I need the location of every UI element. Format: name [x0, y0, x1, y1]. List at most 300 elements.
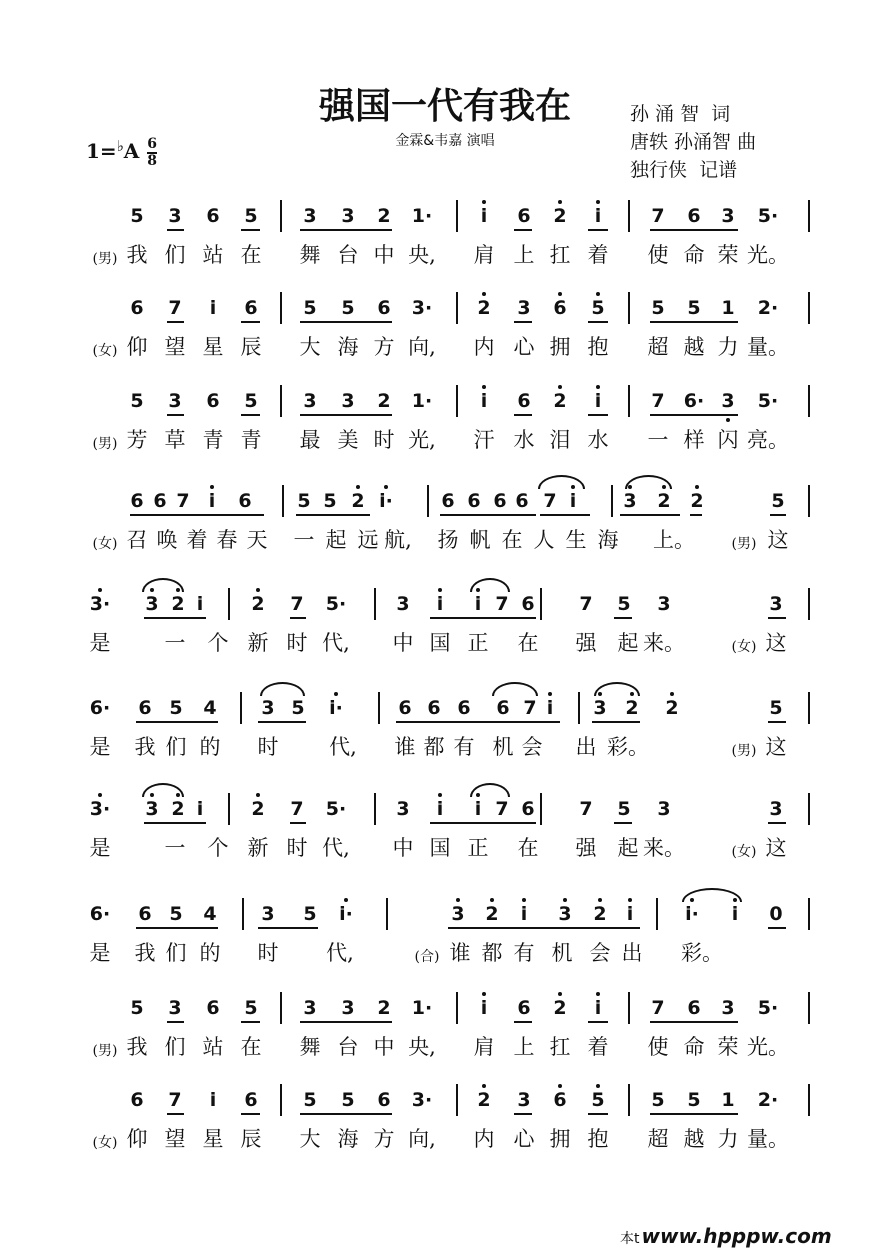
lyric-syllable: 们 [165, 735, 187, 759]
slur-arc [470, 783, 510, 797]
beam-underline [136, 927, 218, 929]
lyric-syllable: 望 [164, 335, 186, 359]
jianpu-note: 7 [523, 697, 537, 719]
jianpu-note: 5 [297, 490, 311, 512]
jianpu-note: i [474, 798, 482, 820]
beam-underline [241, 414, 260, 416]
jianpu-note: 7 [651, 997, 665, 1019]
octave-dot-above [456, 898, 460, 902]
jianpu-note: 5· [325, 593, 347, 615]
jianpu-note: 2 [477, 1089, 491, 1111]
jianpu-note: 6 [377, 1089, 391, 1111]
jianpu-note: 3· [89, 798, 111, 820]
lyric-syllable: (女) [92, 1135, 118, 1151]
transcriber-credit: 独行侠 记谱 [630, 159, 738, 181]
jianpu-note: 2 [553, 390, 567, 412]
lyric-syllable: 水 [587, 428, 609, 452]
barline [656, 898, 658, 930]
barline [808, 992, 810, 1024]
octave-dot-above [438, 793, 442, 797]
jianpu-note: i [594, 205, 602, 227]
lyric-syllable: 超 [647, 1127, 669, 1151]
lyric-syllable: 中 [392, 836, 414, 860]
jianpu-note: 3 [396, 593, 410, 615]
lyric-syllable: 力 [717, 335, 739, 359]
lyric-syllable: 站 [202, 243, 224, 267]
lyric-syllable: (女) [92, 343, 118, 359]
jianpu-note: 3 [593, 697, 607, 719]
barline [456, 992, 458, 1024]
lyric-syllable: 向, [408, 1127, 436, 1151]
barline [808, 485, 810, 517]
lyric-syllable: 们 [164, 243, 186, 267]
jianpu-note: 7 [651, 390, 665, 412]
beam-underline [650, 321, 738, 323]
lyric-syllable: 仰 [126, 335, 148, 359]
lyric-syllable: 光。 [747, 243, 789, 267]
time-signature [147, 137, 157, 168]
jianpu-note: 5· [757, 390, 779, 412]
music-system [0, 1088, 888, 1154]
octave-dot-above [596, 1084, 600, 1088]
lyric-syllable: 超 [647, 335, 669, 359]
lyric-syllable: 起 [325, 528, 347, 552]
jianpu-note: 5 [323, 490, 337, 512]
jianpu-note: 3 [657, 593, 671, 615]
lyric-syllable: 荣 [717, 243, 739, 267]
jianpu-note: i [626, 903, 634, 925]
jianpu-note: 6 [244, 1089, 258, 1111]
octave-dot-above [558, 992, 562, 996]
jianpu-note: i [480, 390, 488, 412]
octave-dot-above [482, 992, 486, 996]
jianpu-note: 2 [377, 205, 391, 227]
jianpu-note: i· [685, 903, 699, 925]
beam-underline [241, 229, 260, 231]
octave-dot-below [726, 418, 730, 422]
jianpu-note: 6 [138, 903, 152, 925]
jianpu-note: 3 [721, 997, 735, 1019]
jianpu-note: 2 [171, 593, 185, 615]
lyric-syllable: 汗 [473, 428, 495, 452]
slur-arc [682, 888, 742, 902]
jianpu-note: 6 [553, 297, 567, 319]
lyric-syllable: 最 [299, 428, 321, 452]
beam-underline [241, 1021, 260, 1023]
lyric-syllable: 来。 [643, 631, 685, 655]
music-system [0, 489, 888, 555]
lyric-syllable: 时 [373, 428, 395, 452]
lyric-syllable: 拥 [549, 1127, 571, 1151]
jianpu-note: 5 [771, 490, 785, 512]
lyric-syllable: 命 [683, 1035, 705, 1059]
jianpu-note: 5 [687, 297, 701, 319]
barline [808, 898, 810, 930]
lyric-syllable: 上。 [653, 528, 695, 552]
jianpu-note: 7 [176, 490, 190, 512]
octave-dot-above [596, 200, 600, 204]
lyric-syllable: 芳 [126, 428, 148, 452]
barline [808, 793, 810, 825]
lyric-syllable: 们 [165, 941, 187, 965]
lyric-syllable: 会 [589, 941, 611, 965]
jianpu-note: 6 [398, 697, 412, 719]
beam-underline [167, 414, 184, 416]
jianpu-note: i [480, 205, 488, 227]
lyric-syllable: 在 [240, 243, 262, 267]
jianpu-note: 5 [291, 697, 305, 719]
jianpu-note: 7 [579, 798, 593, 820]
lyric-syllable: 正 [467, 631, 489, 655]
jianpu-note: 3 [145, 593, 159, 615]
jianpu-note: 6 [521, 798, 535, 820]
jianpu-note: 2 [657, 490, 671, 512]
barline [808, 588, 810, 620]
octave-dot-above [256, 588, 260, 592]
jianpu-note: 6 [553, 1089, 567, 1111]
lyric-syllable: 命 [683, 243, 705, 267]
beam-underline [514, 321, 532, 323]
jianpu-note: 2 [377, 390, 391, 412]
beam-underline [241, 1113, 260, 1115]
barline [386, 898, 388, 930]
lyric-syllable: 方 [373, 335, 395, 359]
beam-underline [430, 617, 536, 619]
jianpu-note: 2 [171, 798, 185, 820]
lyric-syllable: 着 [186, 528, 208, 552]
jianpu-note: 2 [553, 205, 567, 227]
octave-dot-above [356, 485, 360, 489]
jianpu-note: 1 [721, 297, 735, 319]
octave-dot-above [596, 292, 600, 296]
lyric-syllable: 抱 [587, 335, 609, 359]
lyric-syllable: (男) [731, 743, 757, 759]
octave-dot-above [210, 485, 214, 489]
beam-underline [614, 617, 632, 619]
beam-underline [588, 414, 608, 416]
barline [808, 385, 810, 417]
lyric-syllable: 谁 [449, 941, 471, 965]
jianpu-note: 6 [206, 205, 220, 227]
lyric-syllable: 我 [134, 735, 156, 759]
lyric-syllable: 一 [164, 836, 186, 860]
octave-dot-above [695, 485, 699, 489]
beam-underline [430, 822, 536, 824]
octave-dot-above [482, 200, 486, 204]
watermark-prefix: 本t [620, 1231, 640, 1247]
beam-underline [620, 514, 680, 516]
lyric-syllable: 辰 [240, 335, 262, 359]
octave-dot-above [482, 292, 486, 296]
lyric-syllable: 中 [373, 243, 395, 267]
beam-underline [167, 229, 184, 231]
lyric-syllable: (女) [92, 536, 118, 552]
lyric-syllable: 心 [513, 1127, 535, 1151]
jianpu-note: 6 [687, 997, 701, 1019]
jianpu-note: 1 [721, 1089, 735, 1111]
barline [374, 793, 376, 825]
jianpu-note: 6 [441, 490, 455, 512]
jianpu-note: 5 [130, 205, 144, 227]
jianpu-note: i [436, 593, 444, 615]
time-denominator: 8 [147, 153, 158, 169]
jianpu-note: 6 [515, 490, 529, 512]
jianpu-note: i [594, 390, 602, 412]
lyric-syllable: 样 [683, 428, 705, 452]
lyric-syllable: (女) [731, 639, 757, 655]
jianpu-note: 3 [341, 390, 355, 412]
lyric-syllable: 青 [240, 428, 262, 452]
jianpu-note: 5 [651, 297, 665, 319]
beam-underline [300, 229, 392, 231]
beam-underline [514, 1021, 532, 1023]
jianpu-note: 5 [130, 390, 144, 412]
jianpu-note: 3 [721, 205, 735, 227]
lyric-syllable: 是 [89, 836, 111, 860]
jianpu-note: 3 [721, 390, 735, 412]
barline [628, 200, 630, 232]
lyric-syllable: 站 [202, 1035, 224, 1059]
lyric-syllable: 天 [246, 528, 268, 552]
jianpu-note: 2 [665, 697, 679, 719]
lyric-syllable: 仰 [126, 1127, 148, 1151]
jianpu-note: 3 [517, 1089, 531, 1111]
barline [378, 692, 380, 724]
lyric-syllable: 上 [513, 1035, 535, 1059]
lyric-syllable: (女) [731, 844, 757, 860]
jianpu-note: 6 [130, 297, 144, 319]
jianpu-note: 7 [290, 593, 304, 615]
lyric-syllable: 上 [513, 243, 535, 267]
jianpu-note: 3 [657, 798, 671, 820]
octave-dot-above [438, 588, 442, 592]
lyric-syllable: 正 [467, 836, 489, 860]
lyric-syllable: 来。 [643, 836, 685, 860]
jianpu-note: 2· [757, 297, 779, 319]
octave-dot-above [490, 898, 494, 902]
lyric-syllable: 闪 [717, 428, 739, 452]
jianpu-note: 3 [168, 205, 182, 227]
beam-underline [167, 1113, 184, 1115]
lyric-syllable: 海 [337, 335, 359, 359]
jianpu-note: 6 [238, 490, 252, 512]
lyric-syllable: 抱 [587, 1127, 609, 1151]
jianpu-note: 6 [457, 697, 471, 719]
jianpu-note: 5 [591, 1089, 605, 1111]
jianpu-note: 7 [168, 297, 182, 319]
beam-underline [768, 822, 786, 824]
jianpu-note: 1· [411, 997, 433, 1019]
octave-dot-above [522, 898, 526, 902]
lyric-syllable: 个 [207, 631, 229, 655]
jianpu-note: 5· [325, 798, 347, 820]
barline [280, 292, 282, 324]
lyric-syllable: 海 [337, 1127, 359, 1151]
jianpu-note: 2 [553, 997, 567, 1019]
lyric-syllable: 中 [392, 631, 414, 655]
beam-underline [167, 1021, 184, 1023]
beam-underline [448, 927, 640, 929]
beam-underline [300, 1021, 392, 1023]
barline [280, 1084, 282, 1116]
jianpu-note: 6 [496, 697, 510, 719]
lyric-syllable: 央, [408, 1035, 436, 1059]
barline [240, 692, 242, 724]
lyric-syllable: 肩 [473, 1035, 495, 1059]
jianpu-note: 4 [203, 903, 217, 925]
beam-underline [241, 321, 260, 323]
lyric-syllable: 谁 [394, 735, 416, 759]
beam-underline [588, 1113, 608, 1115]
barline [374, 588, 376, 620]
lyric-syllable: (男) [731, 536, 757, 552]
barline [280, 200, 282, 232]
slur-arc [142, 783, 184, 797]
jianpu-note: 3· [411, 297, 433, 319]
barline [282, 485, 284, 517]
jianpu-note: 6· [89, 903, 111, 925]
lyric-syllable: 内 [473, 335, 495, 359]
beam-underline [650, 1113, 738, 1115]
jianpu-note: 5 [617, 593, 631, 615]
jianpu-note: 5 [244, 205, 258, 227]
jianpu-note: 3 [396, 798, 410, 820]
lyric-syllable: 国 [429, 836, 451, 860]
jianpu-note: 6 [467, 490, 481, 512]
octave-dot-above [98, 588, 102, 592]
jianpu-note: 7 [579, 593, 593, 615]
lyric-syllable: 方 [373, 1127, 395, 1151]
jianpu-note: 6 [517, 205, 531, 227]
lyric-syllable: 使 [647, 243, 669, 267]
jianpu-note: 5 [130, 997, 144, 1019]
lyric-syllable: (合) [414, 949, 440, 965]
barline [628, 292, 630, 324]
jianpu-note: 2 [351, 490, 365, 512]
lyric-syllable: 台 [337, 243, 359, 267]
barline [280, 385, 282, 417]
lyric-syllable: 们 [164, 1035, 186, 1059]
lyric-syllable: 一 [647, 428, 669, 452]
octave-dot-above [334, 692, 338, 696]
octave-dot-above [558, 200, 562, 204]
lyric-syllable: 是 [89, 941, 111, 965]
lyric-syllable: 航, [384, 528, 412, 552]
lyric-syllable: 肩 [473, 243, 495, 267]
lyric-syllable: 台 [337, 1035, 359, 1059]
lyric-syllable: 时 [286, 631, 308, 655]
beam-underline [588, 321, 608, 323]
jianpu-note: 6 [517, 390, 531, 412]
lyric-syllable: 个 [207, 836, 229, 860]
jianpu-note: 5· [757, 205, 779, 227]
lyric-syllable: 望 [164, 1127, 186, 1151]
slur-arc [260, 682, 305, 696]
jianpu-note: 1· [411, 390, 433, 412]
jianpu-note: 7 [168, 1089, 182, 1111]
beam-underline [614, 822, 632, 824]
lyric-syllable: 着 [587, 1035, 609, 1059]
beam-underline [300, 1113, 392, 1115]
jianpu-note: 3· [411, 1089, 433, 1111]
jianpu-note: 5 [169, 697, 183, 719]
lyric-syllable: 我 [126, 243, 148, 267]
barline [228, 793, 230, 825]
octave-dot-above [98, 793, 102, 797]
barline [456, 292, 458, 324]
composer-credit: 唐轶 孙涌智 曲 [630, 131, 757, 153]
beam-underline [258, 721, 306, 723]
beam-underline [396, 721, 560, 723]
jianpu-note: 5 [341, 297, 355, 319]
jianpu-note: 5 [651, 1089, 665, 1111]
lyric-syllable: 央, [408, 243, 436, 267]
lyric-syllable: 时 [257, 735, 279, 759]
beam-underline [690, 514, 702, 516]
jianpu-note: 3 [341, 997, 355, 1019]
jianpu-note: 3 [558, 903, 572, 925]
barline [280, 992, 282, 1024]
jianpu-note: 3 [623, 490, 637, 512]
lyric-syllable: 这 [765, 631, 787, 655]
lyric-syllable: 人 [533, 528, 555, 552]
beam-underline [768, 927, 786, 929]
lyric-syllable: 都 [481, 941, 503, 965]
jianpu-note: 3 [261, 903, 275, 925]
beam-underline [592, 721, 640, 723]
beam-underline [514, 1113, 532, 1115]
barline [456, 385, 458, 417]
lyric-syllable: 是 [89, 631, 111, 655]
beam-underline [588, 229, 608, 231]
beam-underline [650, 414, 738, 416]
octave-dot-above [628, 898, 632, 902]
jianpu-note: 7 [495, 798, 509, 820]
beam-underline [144, 617, 206, 619]
music-system [0, 797, 888, 863]
octave-dot-above [384, 485, 388, 489]
jianpu-note: 5 [244, 390, 258, 412]
lyric-syllable: 光。 [747, 1035, 789, 1059]
lyric-syllable: 彩。 [681, 941, 723, 965]
music-system [0, 696, 888, 762]
lyric-syllable: 草 [164, 428, 186, 452]
beam-underline [290, 617, 306, 619]
jianpu-note: i [731, 903, 739, 925]
slur-arc [538, 475, 585, 489]
lyric-syllable: 扬 [437, 528, 459, 552]
barline [611, 485, 613, 517]
beam-underline [144, 822, 206, 824]
jianpu-note: i· [379, 490, 393, 512]
jianpu-note: i [569, 490, 577, 512]
lyric-syllable: 我 [126, 1035, 148, 1059]
octave-dot-above [482, 385, 486, 389]
jianpu-note: 6 [206, 390, 220, 412]
lyric-syllable: 这 [765, 735, 787, 759]
lyric-syllable: 大 [299, 1127, 321, 1151]
lyric-syllable: 新 [247, 836, 269, 860]
jianpu-note: 6 [377, 297, 391, 319]
jianpu-note: 6 [244, 297, 258, 319]
lyric-syllable: 远 [357, 528, 379, 552]
lyric-syllable: 这 [767, 528, 789, 552]
lyric-syllable: 都 [423, 735, 445, 759]
lyric-syllable: 的 [199, 735, 221, 759]
barline [628, 1084, 630, 1116]
lyric-syllable: 使 [647, 1035, 669, 1059]
jianpu-note: 5 [769, 697, 783, 719]
